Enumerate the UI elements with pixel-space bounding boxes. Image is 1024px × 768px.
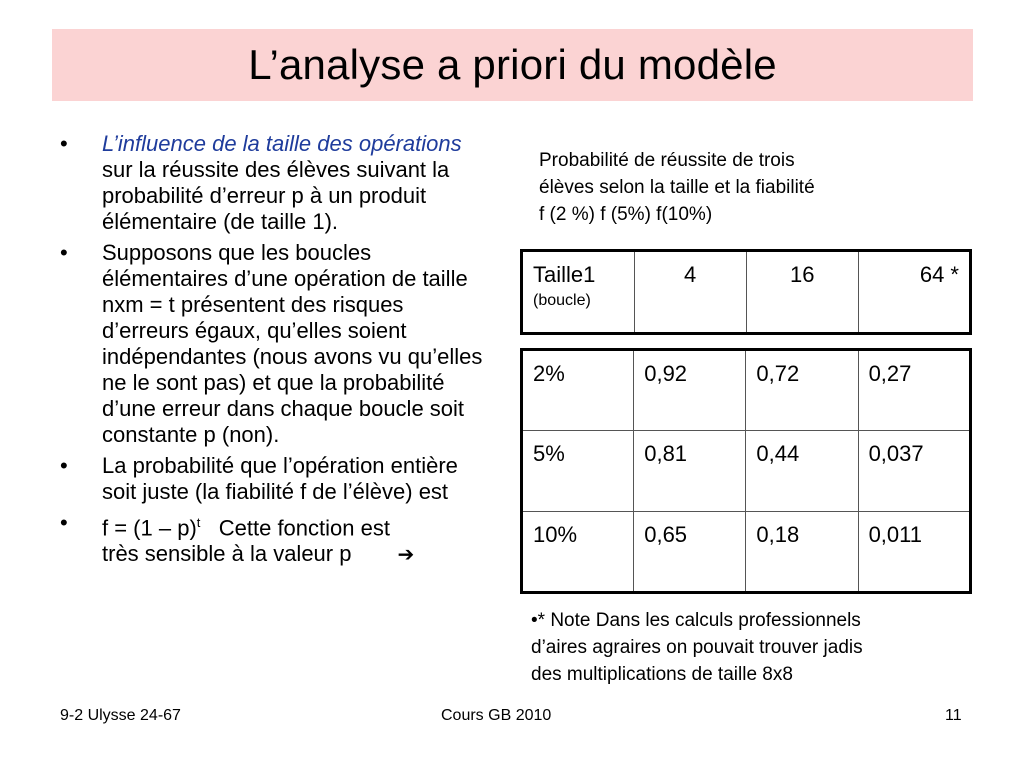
bullet-text: Cette fonction est (218, 515, 390, 541)
probability-table (520, 348, 972, 594)
table-cell: 0,011 (858, 512, 970, 593)
bullet-text: La probabilité que l’opération entière soit juste (la fiabilité f de l’élève) est (102, 453, 458, 504)
table-cell: 2% (522, 350, 634, 431)
header-cell: 4 (634, 251, 746, 334)
header-cell: 16 (746, 251, 858, 334)
formula: f = (1 – p) (102, 515, 197, 541)
table-row (522, 350, 971, 431)
table-cell: 0,037 (858, 431, 970, 512)
bullet-dot: • (60, 240, 68, 265)
bullet-item (60, 510, 490, 568)
note-line: •* Note Dans les calculs professionnels (531, 610, 861, 631)
header-taille-label: Taille (533, 262, 584, 287)
bullet-item (60, 453, 490, 505)
header-cell-taille (522, 251, 635, 334)
table-cell: 10% (522, 512, 634, 593)
page-number: 11 (945, 707, 962, 724)
caption-line: Probabilité de réussite de trois (539, 150, 795, 171)
table-row (522, 512, 971, 593)
table-cell: 0,72 (746, 350, 858, 431)
bullet-text: Supposons que les boucles élémentaires d’une opération de taille nxm = t présentent des risques d’erreurs égaux, qu’elles soient indépendantes (nous avons vu qu’elles ne le sont pas) et que la probabilité d’une erreur dans chaque boucle soit constante p (non). (102, 240, 483, 447)
table-row (522, 431, 971, 512)
bullet-text: très sensible à la valeur p (102, 541, 352, 567)
header-cell: 64 * (858, 251, 970, 334)
note-line: des multiplications de taille 8x8 (531, 664, 793, 685)
table-header (520, 249, 972, 335)
caption-line: f (2 %) f (5%) f(10%) (539, 204, 713, 225)
note-line: d’aires agraires on pouvait trouver jadis (531, 637, 863, 658)
bullet-list (60, 131, 490, 573)
header-taille-value: 1 (583, 262, 596, 287)
header-taille-sub: (boucle) (533, 292, 591, 309)
table-caption (539, 147, 939, 228)
right-arrow-icon: ➔ (397, 544, 415, 567)
formula-exponent: t (196, 515, 201, 530)
table-cell: 0,18 (746, 512, 858, 593)
bullet-dot: • (60, 510, 68, 535)
table-cell: 0,27 (858, 350, 970, 431)
table-cell: 0,65 (634, 512, 746, 593)
bullet-text: sur la réussite des élèves suivant la probabilité d’erreur p à un produit élémentaire (de taille 1). (102, 157, 450, 234)
table-cell: 0,92 (634, 350, 746, 431)
bullet-item (60, 240, 490, 448)
table-header-row (522, 251, 971, 334)
table-cell: 5% (522, 431, 634, 512)
footnote (531, 607, 951, 688)
table-cell: 0,44 (746, 431, 858, 512)
bullet-dot: • (60, 131, 68, 156)
footer-center: Cours GB 2010 (441, 707, 552, 724)
bullet-item (60, 131, 490, 235)
bullet-dot: • (60, 453, 68, 478)
title-bar (52, 29, 973, 101)
caption-line: élèves selon la taille et la fiabilité (539, 177, 815, 198)
table-cell: 0,81 (634, 431, 746, 512)
bullet-emphasis: L’influence de la taille des opérations (102, 131, 462, 156)
slide-title: L’analyse a priori du modèle (248, 41, 777, 88)
footer-left: 9-2 Ulysse 24-67 (60, 707, 181, 724)
